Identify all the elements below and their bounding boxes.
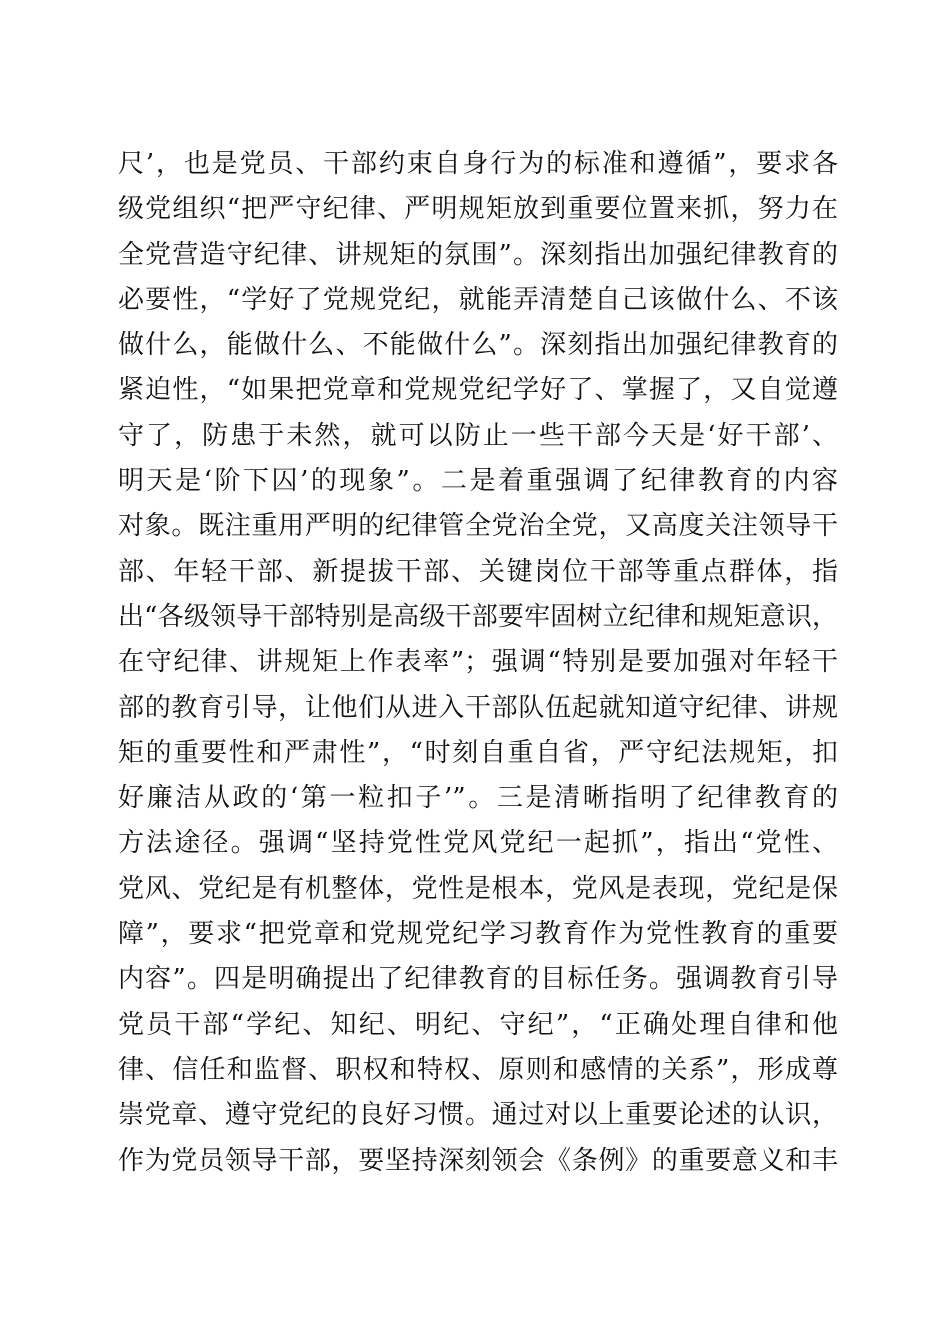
- text-line: 必要性，“学好了党规党纪，就能弄清楚自己该做什么、不该: [118, 284, 838, 315]
- text-line: 部的教育引导，让他们从进入干部队伍起就知道守纪律、讲规: [118, 692, 838, 723]
- body-paragraph: [118, 142, 838, 1184]
- text-line: 做什么，能做什么、不能做什么”。深刻指出加强纪律教育的: [118, 330, 838, 361]
- text-line: 明天是‘阶下囚’的现象”。二是着重强调了纪律教育的内容: [118, 466, 838, 497]
- text-line: 矩的重要性和严肃性”，“时刻自重自省，严守纪法规矩，扣: [118, 737, 838, 768]
- text-line: 崇党章、遵守党纪的良好习惯。通过对以上重要论述的认识，: [118, 1100, 838, 1131]
- text-line: 部、年轻干部、新提拔干部、关键岗位干部等重点群体，指: [118, 556, 838, 587]
- text-line: 党员干部“学纪、知纪、明纪、守纪”，“正确处理自律和他: [118, 1009, 838, 1040]
- text-line: 党风、党纪是有机整体，党性是根本，党风是表现，党纪是保: [118, 873, 838, 904]
- text-line: 内容”。四是明确提出了纪律教育的目标任务。强调教育引导: [118, 964, 838, 995]
- text-line: 好廉洁从政的‘第一粒扣子’”。三是清晰指明了纪律教育的: [118, 783, 838, 814]
- text-line: 方法途径。强调“坚持党性党风党纪一起抓”，指出“党性、: [118, 828, 838, 859]
- text-line: 全党营造守纪律、讲规矩的氛围”。深刻指出加强纪律教育的: [118, 239, 838, 270]
- text-line: 出“各级领导干部特别是高级干部要牢固树立纪律和规矩意识，: [118, 601, 838, 632]
- text-line: 障”，要求“把党章和党规党纪学习教育作为党性教育的重要: [118, 919, 838, 950]
- text-line: 在守纪律、讲规矩上作表率”；强调“特别是要加强对年轻干: [118, 647, 838, 678]
- text-line: 级党组织“把严守纪律、严明规矩放到重要位置来抓，努力在: [118, 194, 838, 225]
- text-line: 守了，防患于未然，就可以防止一些干部今天是‘好干部’、: [118, 420, 838, 451]
- text-line: 律、信任和监督、职权和特权、原则和感情的关系”，形成尊: [118, 1054, 838, 1085]
- text-line: 对象。既注重用严明的纪律管全党治全党，又高度关注领导干: [118, 511, 838, 542]
- text-line: 紧迫性，“如果把党章和党规党纪学好了、掌握了，又自觉遵: [118, 375, 838, 406]
- text-line: 尺’，也是党员、干部约束自身行为的标准和遵循”，要求各: [118, 149, 838, 179]
- text-line: 作为党员领导干部，要坚持深刻领会《条例》的重要意义和丰: [118, 1145, 838, 1176]
